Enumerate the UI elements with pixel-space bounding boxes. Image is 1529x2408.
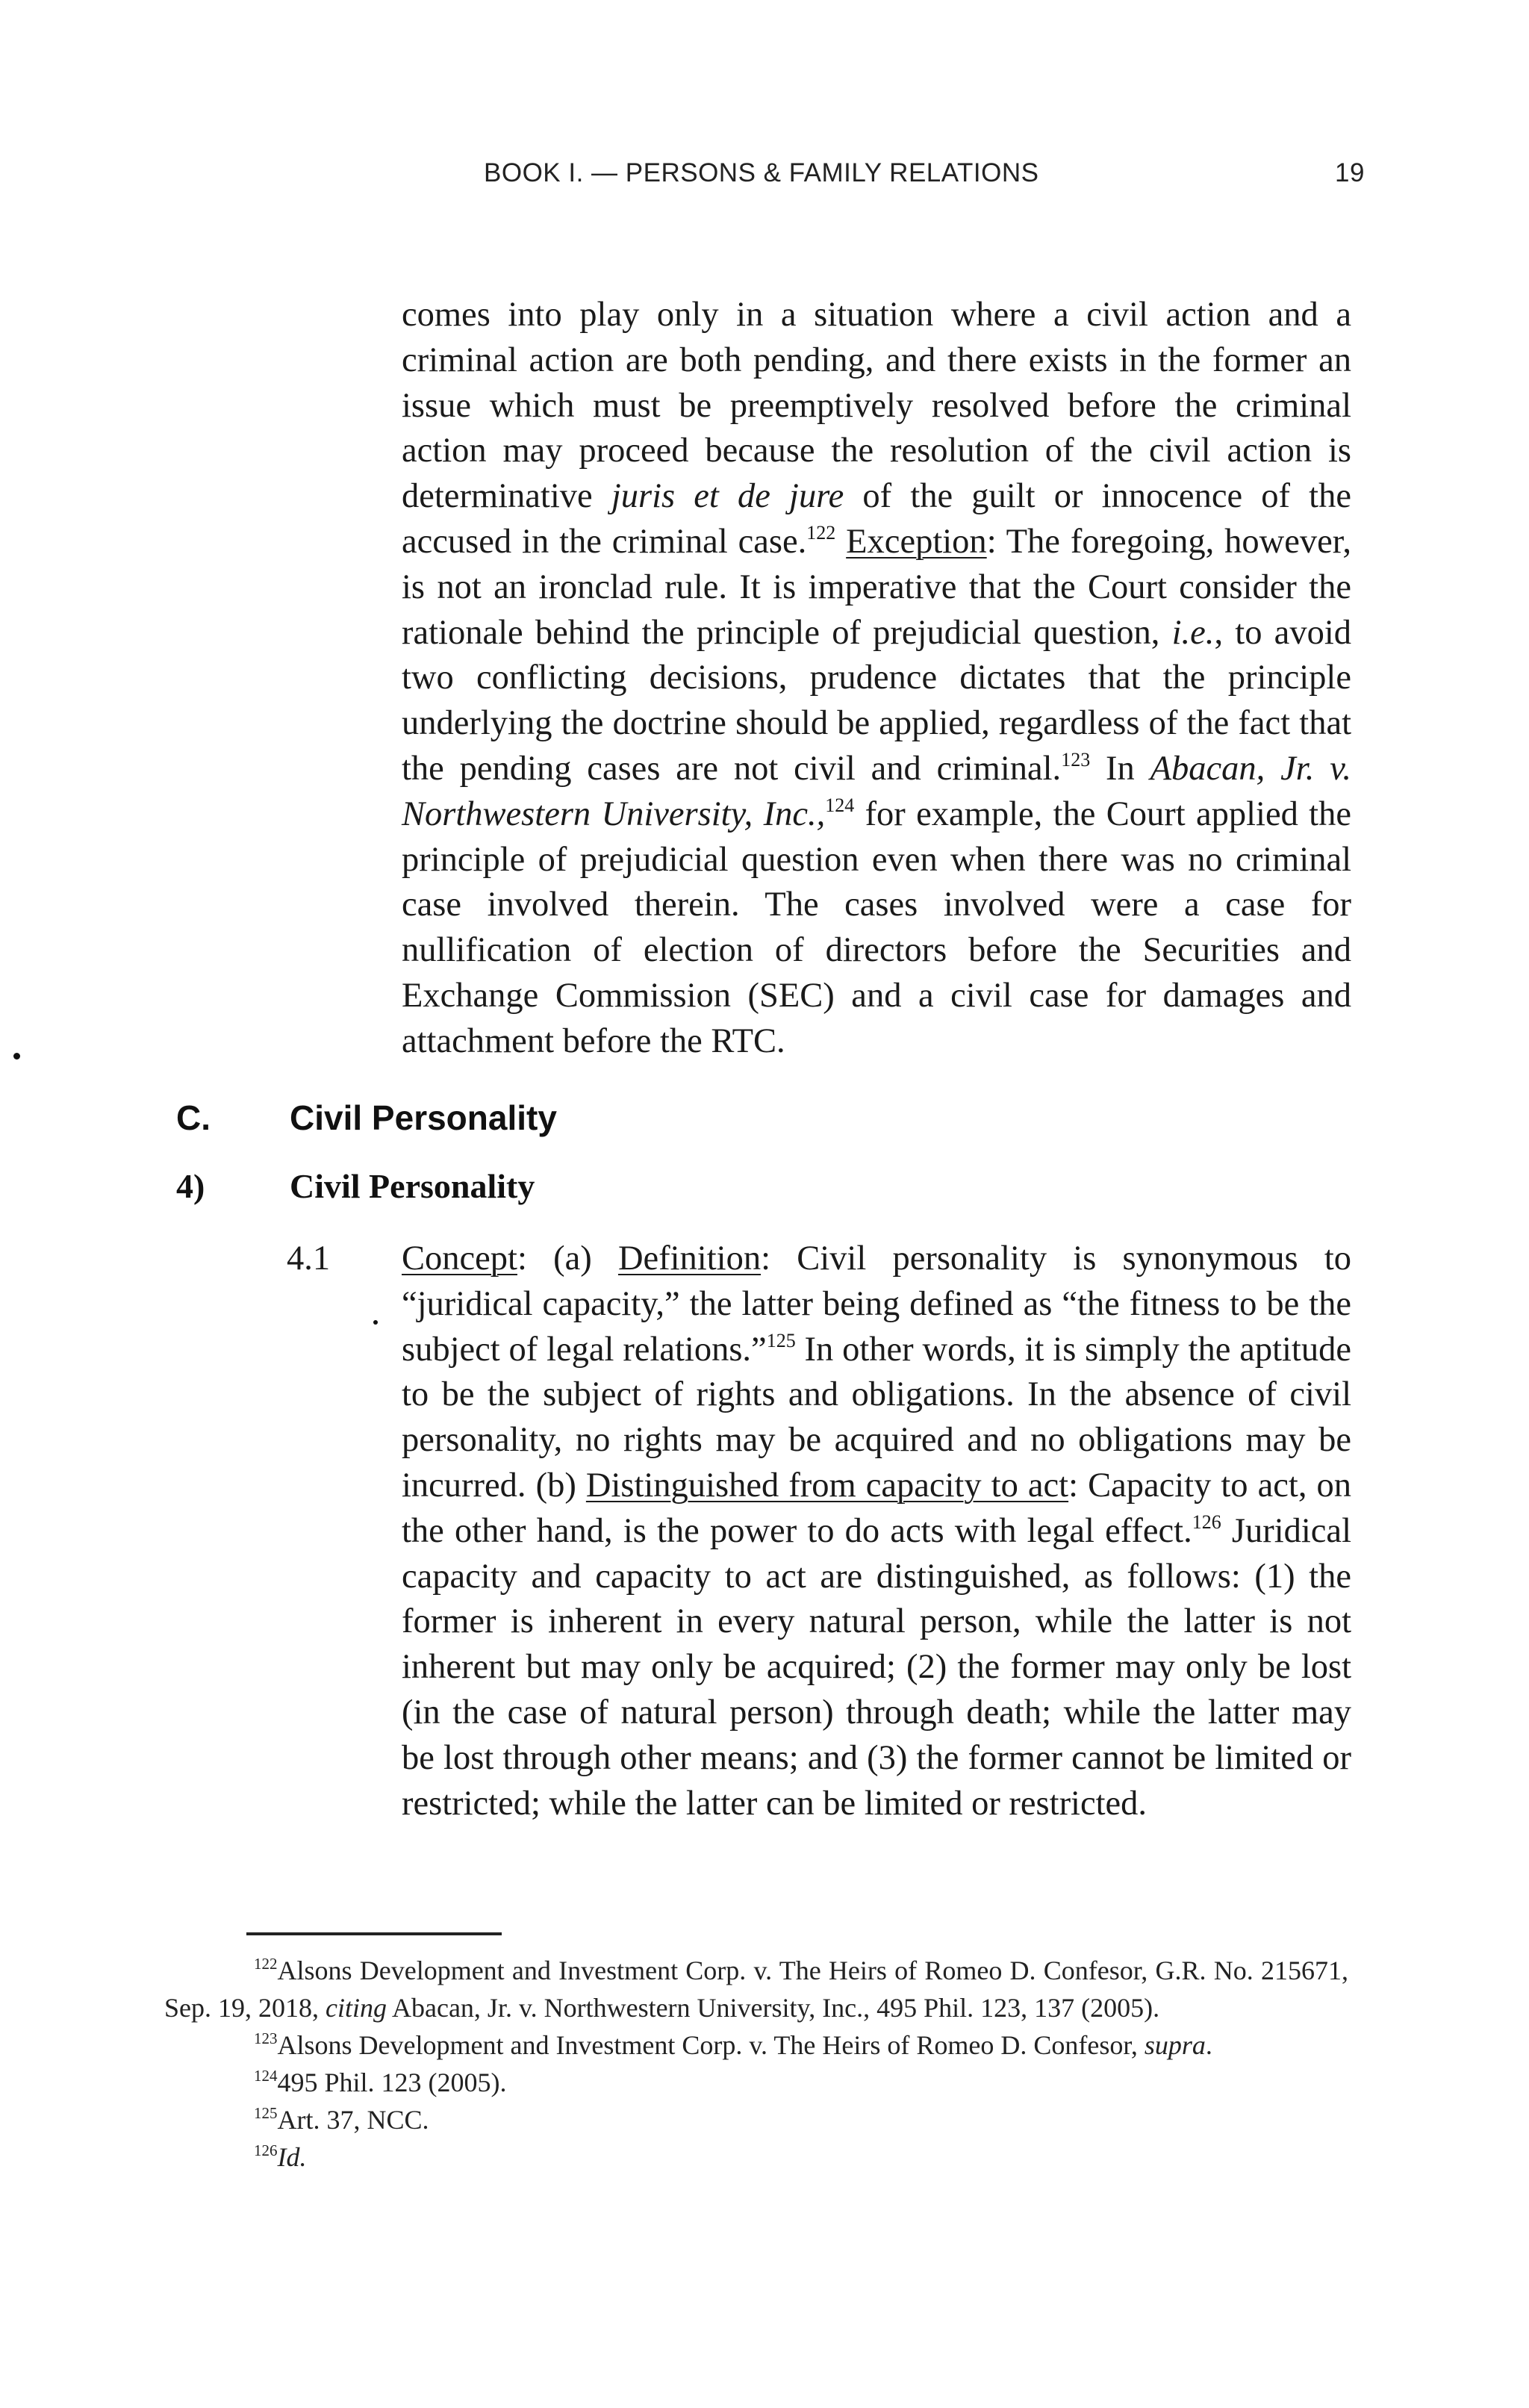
body-text-run: for example, the Court applied the principle of prejudicial question even when there was no criminal case involved therein. The cases involved were a case for nullification of election of directors before the Securities and Exchange Commission (SEC) and a civil case for damages and attachment before the RTC. xyxy=(402,794,1351,1060)
footnote-ref-126: 126 xyxy=(1192,1511,1221,1533)
footnote-122 xyxy=(164,1952,1348,2026)
definition-label: Definition xyxy=(617,1239,762,1278)
running-header xyxy=(0,158,1529,203)
paragraph-number: 4.1 xyxy=(287,1239,331,1278)
footnote-ref-123: 123 xyxy=(1061,748,1091,771)
footnote-number: 124 xyxy=(254,2067,278,2085)
section-heading-c xyxy=(176,1098,1296,1145)
footnote-number: 126 xyxy=(254,2141,278,2159)
page-number: 19 xyxy=(1335,158,1365,187)
paragraph-text-run: Juridical capacity and capacity to act are distinguished, as follows: (1) the former is inherent in every natural person, while the latter is not inherent but may only be acquired; (2) the former may only be lost (in the case of natural person) through death; while the latter may be lost through other means; and (3) the former cannot be limited or restricted; while the latter can be limited or restricted. xyxy=(402,1511,1351,1823)
paragraph-text-run: : Capacity to act, on the other hand, is the power to do acts with legal effect. xyxy=(402,1466,1351,1550)
body-text-run: , to avoid two conflicting decisions, prudence dictates that the principle underlying the doctrine should be applied, regardless of the fact that the pending cases are not civil and criminal. xyxy=(402,613,1351,788)
footnote-italic: citing xyxy=(326,1993,387,2023)
footnote-divider xyxy=(246,1932,502,1935)
concept-label: Concept xyxy=(402,1239,517,1278)
subsection-label: 4) xyxy=(176,1167,205,1205)
footnote-italic: Id. xyxy=(277,2142,307,2172)
body-text-run: comes into play only in a situation where a civil action and a criminal action are both pending, and there exists in the former an issue which must be preemptively resolved before the criminal action may proceed because the resolution of the civil action is determinative xyxy=(402,296,1351,516)
footnote-text: Alsons Development and Investment Corp. v. The Heirs of Romeo D. Confesor, G.R. No. 215671, Sep. 19, 2018, xyxy=(164,1956,1348,2023)
footnote-125 xyxy=(164,2101,1348,2138)
footnote-text: Art. 37, NCC. xyxy=(277,2105,429,2135)
paragraph-4-1 xyxy=(402,1236,1351,1826)
footnote-text: 495 Phil. 123 (2005). xyxy=(277,2068,507,2097)
footnote-number: 125 xyxy=(254,2104,278,2122)
footnote-italic: supra xyxy=(1144,2030,1206,2060)
scan-speck xyxy=(13,1053,20,1060)
section-label: C. xyxy=(176,1098,211,1137)
id-est-abbreviation: i.e. xyxy=(1171,613,1215,652)
paragraph-text-run: In other words, it is simply the aptitude to be the subject of rights and obligations. In the absence of civil personality, no rights may be acquired and no obligations may be incurred. (b) xyxy=(402,1330,1351,1505)
footnote-text: Abacan, Jr. v. Northwestern University, Inc., 495 Phil. 123, 137 (2005). xyxy=(386,1993,1160,2023)
footnote-text: Alsons Development and Investment Corp. v. The Heirs of Romeo D. Confesor, xyxy=(277,2030,1145,2060)
section-title: Civil Personality xyxy=(290,1098,557,1137)
footnotes xyxy=(164,1952,1348,2176)
subsection-heading-4 xyxy=(176,1166,1296,1214)
paragraph-text-run: : Civil personality is synonymous to “juridical capacity,” the latter being defined as “the fitness to be the subject of legal relations.” xyxy=(402,1239,1352,1369)
latin-phrase: juris et de jure xyxy=(611,477,844,516)
footnote-number: 122 xyxy=(254,1955,278,1973)
body-text-run: In xyxy=(1090,749,1150,788)
body-text-run xyxy=(835,523,846,561)
footnote-ref-122: 122 xyxy=(806,521,836,544)
footnote-text: . xyxy=(1205,2030,1212,2060)
footnote-ref-124: 124 xyxy=(825,794,855,816)
body-text-run: : The foregoing, however, is not an ironclad rule. It is imperative that the Court consider the rationale behind the principle of prejudicial question, xyxy=(402,522,1351,652)
body-paragraph xyxy=(402,293,1351,1065)
case-citation: Abacan, Jr. v. Northwestern University, Inc., xyxy=(402,749,1352,833)
paragraph-text-run: : (a) xyxy=(517,1239,618,1278)
scan-speck xyxy=(373,1320,378,1325)
subsection-title: Civil Personality xyxy=(290,1167,535,1205)
footnote-124 xyxy=(164,2064,1348,2101)
distinguished-label: Distinguished from capacity to act xyxy=(585,1466,1069,1505)
paragraph-text xyxy=(402,1236,1351,1826)
footnote-126 xyxy=(164,2138,1348,2176)
exception-label: Exception xyxy=(846,522,987,561)
running-header-title: BOOK I. — PERSONS & FAMILY RELATIONS xyxy=(484,158,1039,187)
footnote-ref-125: 125 xyxy=(766,1329,796,1351)
body-text-run: of the guilt or innocence of the accused in the criminal case. xyxy=(402,477,1351,561)
footnote-number: 123 xyxy=(254,2029,278,2047)
body-text xyxy=(402,293,1351,1065)
footnote-123 xyxy=(164,2026,1348,2064)
